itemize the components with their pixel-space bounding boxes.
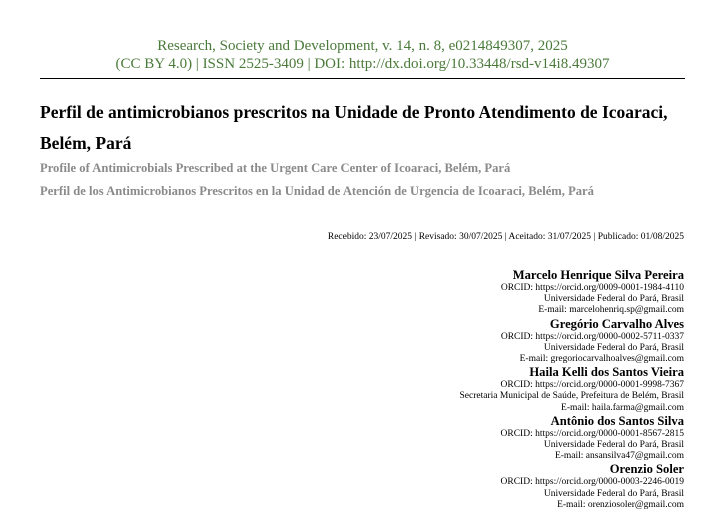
author-name: Antônio dos Santos Silva [550, 413, 684, 428]
author-orcid[interactable]: ORCID: https://orcid.org/0000-0001-9998-7367 [500, 380, 684, 391]
author-block [124, 462, 684, 511]
author-block [124, 268, 684, 317]
header-divider [40, 78, 685, 79]
author-name: Gregório Carvalho Alves [549, 316, 684, 331]
license-issn-doi[interactable]: (CC BY 4.0) | ISSN 2525-3409 | DOI: http://dx.doi.org/10.33448/rsd-v14i8.49307 [115, 56, 610, 72]
article-title-spanish: Perfil de los Antimicrobianos Prescritos en la Unidad de Atención de Urgencia de Icoaraci, Belém, Pará [40, 184, 594, 198]
author-email[interactable]: E-mail: haila.farma@gmail.com [561, 402, 684, 413]
submission-dates: Recebido: 23/07/2025 | Revisado: 30/07/2025 | Aceitado: 31/07/2025 | Publicado: 01/08/2025 [327, 232, 684, 242]
author-block [124, 365, 684, 414]
author-name: Marcelo Henrique Silva Pereira [512, 268, 684, 282]
article-title-portuguese: Perfil de antimicrobianos prescritos na Unidade de Pronto Atendimento de Icoaraci, Belém, Pará [40, 102, 668, 153]
author-affiliation: Universidade Federal do Pará, Brasil [543, 488, 684, 499]
author-email[interactable]: E-mail: ansansilva47@gmail.com [554, 451, 684, 462]
author-name: Haila Kelli dos Santos Vieira [529, 365, 684, 380]
author-orcid[interactable]: ORCID: https://orcid.org/0000-0003-2246-0019 [500, 477, 684, 488]
author-affiliation: Universidade Federal do Pará, Brasil [543, 342, 684, 353]
author-orcid[interactable]: ORCID: https://orcid.org/0009-0001-1984-4110 [500, 283, 684, 293]
author-block [124, 414, 684, 463]
author-orcid[interactable]: ORCID: https://orcid.org/0000-0002-5711-0337 [500, 331, 684, 342]
author-list [124, 268, 684, 511]
author-affiliation: Secretaria Municipal de Saúde, Prefeitura de Belém, Brasil [459, 391, 684, 402]
journal-header [40, 37, 685, 73]
author-affiliation: Universidade Federal do Pará, Brasil [543, 294, 684, 305]
author-affiliation: Universidade Federal do Pará, Brasil [543, 440, 684, 451]
author-block [124, 317, 684, 366]
article-title-english: Profile of Antimicrobials Prescribed at the Urgent Care Center of Icoaraci, Belém, Pará [40, 161, 511, 175]
author-email[interactable]: E-mail: orenziosoler@gmail.com [557, 499, 684, 510]
author-orcid[interactable]: ORCID: https://orcid.org/0000-0001-8567-2815 [500, 428, 684, 439]
author-email[interactable]: E-mail: marcelohenriq.sp@gmail.com [538, 305, 684, 316]
journal-citation: Research, Society and Development, v. 14, n. 8, e0214849307, 2025 [157, 38, 568, 54]
author-name: Orenzio Soler [609, 462, 684, 477]
author-email[interactable]: E-mail: gregoriocarvalhoalves@gmail.com [519, 354, 684, 365]
